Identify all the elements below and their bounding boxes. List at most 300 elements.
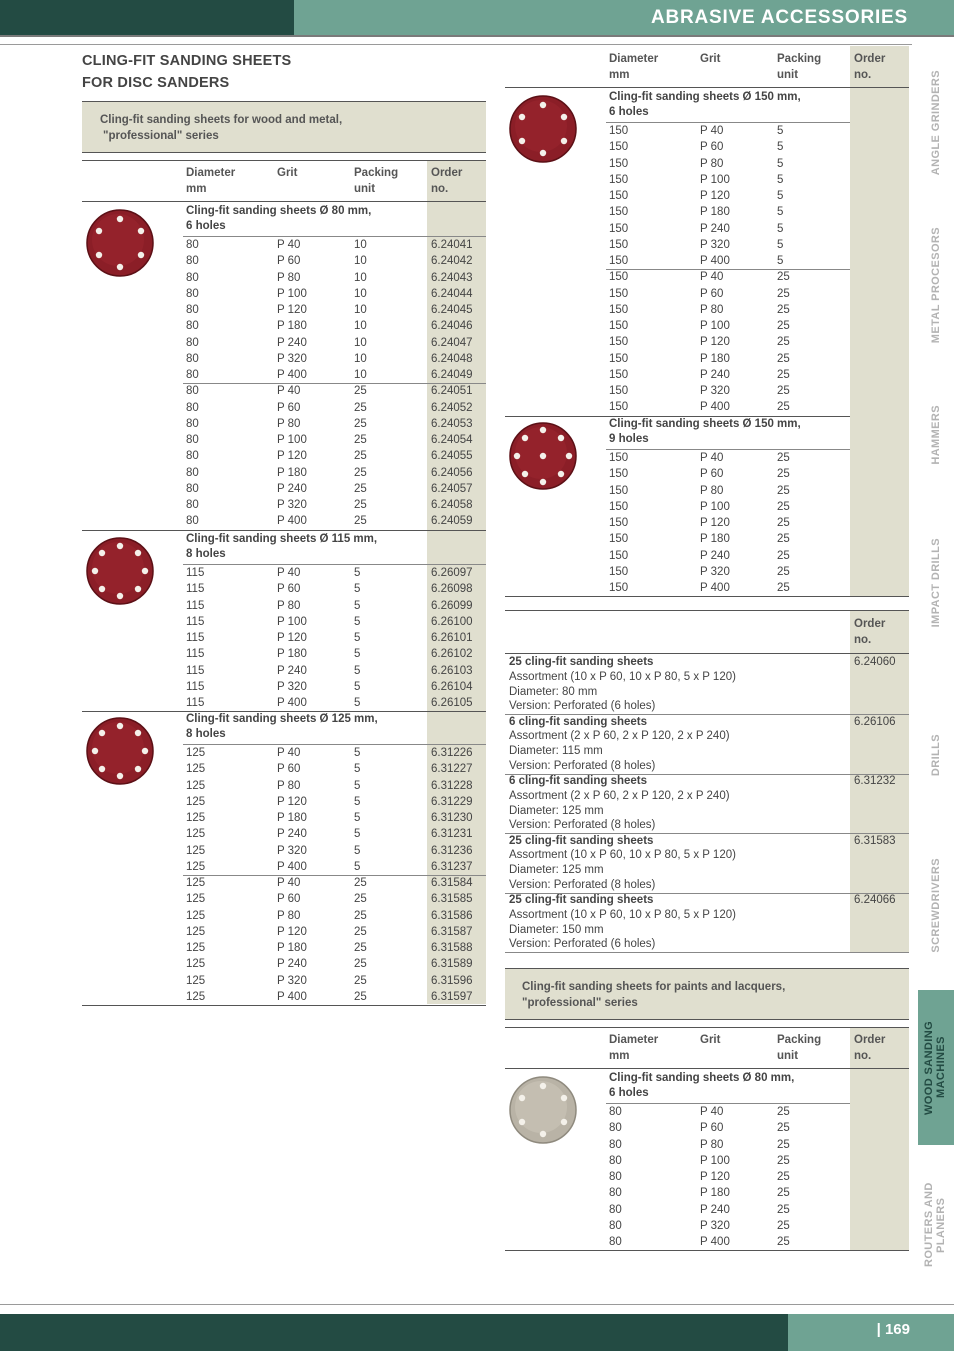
cell-diameter: 80 xyxy=(186,482,199,495)
header-text: no. xyxy=(854,634,872,646)
side-tab-drills[interactable] xyxy=(918,700,954,810)
cell-diameter: 150 xyxy=(609,206,629,219)
cell-diameter: 125 xyxy=(186,893,206,906)
cell-grit: P 120 xyxy=(277,632,307,644)
cell-grit: P 40 xyxy=(700,125,724,137)
cell-packing: 25 xyxy=(354,958,367,971)
cell-packing: 10 xyxy=(354,336,367,349)
series-line: Cling-fit sanding sheets for wood and metal, xyxy=(100,114,343,126)
cell-packing: 10 xyxy=(354,304,367,316)
cell-diameter: 125 xyxy=(186,844,206,857)
assortment-line2: Diameter: 125 mm xyxy=(509,804,604,817)
cell-diameter: 150 xyxy=(609,582,629,594)
group-title-line: 9 holes xyxy=(609,433,649,445)
cell-grit: P 240 xyxy=(277,958,307,971)
cell-diameter: 115 xyxy=(186,632,205,644)
cell-order-no: 6.31231 xyxy=(431,828,473,841)
table-row xyxy=(505,1234,909,1250)
cell-grit: P 80 xyxy=(277,909,301,922)
disc-hole xyxy=(117,723,123,729)
cell-packing: 5 xyxy=(777,206,784,219)
cell-packing: 25 xyxy=(777,303,790,316)
table-row xyxy=(82,989,486,1005)
cell-grit: P 240 xyxy=(700,1203,730,1216)
cell-packing: 5 xyxy=(354,779,361,792)
group-title xyxy=(609,90,801,120)
cell-order-no: 6.31597 xyxy=(431,990,473,1003)
order-column-bg xyxy=(850,46,909,596)
divider xyxy=(505,1068,909,1069)
cell-grit: P 60 xyxy=(700,468,724,481)
disc-hole xyxy=(135,550,141,556)
cell-order-no: 6.31227 xyxy=(431,763,473,776)
group-title xyxy=(609,417,801,447)
divider xyxy=(82,201,486,202)
cell-grit: P 320 xyxy=(277,680,307,693)
column-header-order xyxy=(854,51,885,83)
divider xyxy=(505,1250,909,1251)
cell-diameter: 80 xyxy=(609,1171,622,1183)
section-title xyxy=(82,50,291,94)
disc-hole xyxy=(138,228,144,234)
cell-diameter: 115 xyxy=(186,648,205,661)
cell-grit: P 80 xyxy=(277,599,301,612)
cell-diameter: 125 xyxy=(186,779,206,792)
assortment-line3: Version: Perforated (6 holes) xyxy=(509,700,656,713)
cell-packing: 5 xyxy=(354,583,361,596)
assortment-item xyxy=(509,715,909,774)
side-tab-impact-drills[interactable] xyxy=(918,500,954,665)
disc-hole xyxy=(117,543,123,549)
cell-packing: 5 xyxy=(777,190,784,202)
cell-diameter: 150 xyxy=(609,255,629,267)
cell-order-no: 6.24043 xyxy=(431,271,473,284)
table-row xyxy=(505,1153,909,1169)
table-row xyxy=(82,695,486,711)
table-row xyxy=(82,891,486,907)
cell-packing: 25 xyxy=(354,990,367,1003)
cell-packing: 10 xyxy=(354,352,367,365)
table-row xyxy=(82,826,486,842)
disc-hole xyxy=(519,114,525,120)
cell-packing: 25 xyxy=(777,1187,790,1200)
assortment-item xyxy=(509,655,909,714)
cell-packing: 5 xyxy=(354,599,361,612)
cell-packing: 25 xyxy=(777,549,790,562)
cell-diameter: 80 xyxy=(186,304,199,316)
cell-order-no: 6.26102 xyxy=(431,648,473,661)
cell-grit: P 120 xyxy=(277,450,307,463)
assortment-line3: Version: Perforated (6 holes) xyxy=(509,938,656,951)
cell-packing: 5 xyxy=(354,747,361,759)
cell-packing: 5 xyxy=(777,157,784,170)
table-row xyxy=(82,630,486,646)
cell-packing: 25 xyxy=(354,515,367,528)
table-row xyxy=(505,1202,909,1218)
cell-packing: 25 xyxy=(354,434,367,446)
cell-grit: P 180 xyxy=(700,352,730,365)
cell-grit: P 40 xyxy=(277,567,301,579)
side-tab-screwdrivers[interactable] xyxy=(918,830,954,980)
cell-grit: P 40 xyxy=(277,747,301,759)
cell-grit: P 400 xyxy=(277,990,307,1003)
cell-packing: 10 xyxy=(354,369,367,381)
group-title xyxy=(186,532,377,562)
cell-order-no: 6.26098 xyxy=(431,583,473,596)
table-row xyxy=(82,663,486,679)
cell-diameter: 125 xyxy=(186,828,206,841)
group-title xyxy=(186,712,378,742)
cell-packing: 5 xyxy=(777,125,784,137)
table-row xyxy=(82,794,486,810)
cell-grit: P 180 xyxy=(277,320,307,333)
cell-packing: 5 xyxy=(777,238,784,251)
cell-order-no: 6.26104 xyxy=(431,680,473,693)
cell-packing: 5 xyxy=(354,828,361,841)
cell-grit: P 60 xyxy=(700,141,724,154)
divider xyxy=(505,1027,909,1028)
cell-packing: 25 xyxy=(777,1219,790,1232)
cell-diameter: 115 xyxy=(186,583,205,596)
table-row xyxy=(82,302,486,318)
table-row xyxy=(505,204,909,220)
side-tab-label: HAMMERS xyxy=(930,405,942,465)
cell-diameter: 150 xyxy=(609,352,629,365)
cell-diameter: 125 xyxy=(186,860,206,873)
divider xyxy=(505,87,909,88)
assortment-line3: Version: Perforated (8 holes) xyxy=(509,819,656,832)
table-row xyxy=(82,859,486,875)
cell-diameter: 150 xyxy=(609,141,629,154)
cell-packing: 25 xyxy=(354,893,367,906)
cell-diameter: 115 xyxy=(186,697,205,709)
cell-order-no: 6.24054 xyxy=(431,434,473,446)
cell-diameter: 125 xyxy=(186,958,206,971)
header-text: unit xyxy=(777,1050,799,1062)
divider xyxy=(82,160,486,161)
cell-packing: 5 xyxy=(354,664,361,677)
cell-diameter: 125 xyxy=(186,909,206,922)
cell-packing: 5 xyxy=(354,615,361,628)
cell-packing: 25 xyxy=(354,385,367,398)
cell-diameter: 80 xyxy=(186,369,199,381)
cell-packing: 25 xyxy=(777,533,790,546)
side-tab-wood-sanding-machines[interactable] xyxy=(918,990,954,1145)
table-row xyxy=(82,237,486,253)
cell-packing: 25 xyxy=(777,1171,790,1183)
cell-packing: 25 xyxy=(777,500,790,513)
bottom-bar-light xyxy=(788,1314,954,1351)
side-tab-label: METAL PROCESORS xyxy=(930,226,942,344)
section-title-line: CLING-FIT SANDING SHEETS xyxy=(82,53,292,69)
cell-grit: P 100 xyxy=(277,434,307,446)
disc-hole xyxy=(117,216,123,222)
cell-grit: P 40 xyxy=(277,385,301,398)
cell-diameter: 150 xyxy=(609,484,629,497)
cell-order-no: 6.31230 xyxy=(431,812,473,824)
table-row xyxy=(82,908,486,924)
divider xyxy=(505,596,909,597)
table-row xyxy=(505,237,909,253)
cell-packing: 5 xyxy=(354,812,361,824)
disc-hole xyxy=(561,1095,567,1101)
cell-grit: P 400 xyxy=(700,582,730,594)
group-title xyxy=(186,204,371,234)
cell-order-no: 6.24049 xyxy=(431,369,473,381)
cell-packing: 5 xyxy=(354,567,361,579)
cell-diameter: 150 xyxy=(609,157,629,170)
side-tab-metal-procesors[interactable] xyxy=(918,200,954,370)
series-line: Cling-fit sanding sheets for paints and lacquers, xyxy=(522,981,786,993)
cell-packing: 25 xyxy=(777,484,790,497)
cell-grit: P 100 xyxy=(700,1154,730,1167)
header-text: Diameter xyxy=(186,167,236,179)
table-row xyxy=(82,513,486,529)
cell-packing: 25 xyxy=(777,1106,790,1118)
cell-packing: 25 xyxy=(354,877,367,889)
bottom-bar-dark xyxy=(0,1314,788,1351)
header-text: Diameter xyxy=(609,1034,659,1046)
cell-diameter: 80 xyxy=(186,466,199,479)
table-row xyxy=(82,956,486,972)
cell-grit: P 400 xyxy=(700,1236,730,1248)
disc-hole xyxy=(540,427,546,433)
cell-diameter: 125 xyxy=(186,747,206,759)
cell-order-no: 6.26100 xyxy=(431,615,473,628)
cell-grit: P 60 xyxy=(277,583,301,596)
cell-diameter: 150 xyxy=(609,303,629,316)
column-header-packing xyxy=(354,165,398,197)
table-row xyxy=(505,123,909,139)
cell-grit: P 60 xyxy=(700,1122,724,1135)
cell-grit: P 240 xyxy=(277,482,307,495)
cell-packing: 25 xyxy=(777,1122,790,1135)
cell-packing: 10 xyxy=(354,320,367,333)
table-row xyxy=(82,400,486,416)
column-header-grit xyxy=(700,1032,720,1048)
cell-diameter: 80 xyxy=(186,320,199,333)
series-line: "professional" series xyxy=(522,997,638,1009)
cell-grit: P 40 xyxy=(700,452,724,464)
cell-grit: P 240 xyxy=(277,664,307,677)
table-row xyxy=(505,515,909,531)
assortment-item xyxy=(509,893,909,952)
table-row xyxy=(82,367,486,383)
cell-grit: P 40 xyxy=(700,1106,724,1118)
table-row xyxy=(82,778,486,794)
cell-grit: P 180 xyxy=(277,812,307,824)
header-text: no. xyxy=(854,1050,872,1062)
cell-grit: P 80 xyxy=(277,779,301,792)
cell-grit: P 40 xyxy=(277,877,301,889)
table-row xyxy=(505,564,909,580)
table-row xyxy=(505,172,909,188)
group-title-line: 6 holes xyxy=(609,106,649,118)
disc-hole xyxy=(519,1095,525,1101)
cell-diameter: 150 xyxy=(609,468,629,481)
cell-diameter: 80 xyxy=(609,1187,622,1200)
table-row xyxy=(82,973,486,989)
column-header-order xyxy=(854,616,885,648)
cell-diameter: 80 xyxy=(186,434,199,446)
assortment-line1: Assortment (10 x P 60, 10 x P 80, 5 x P 120) xyxy=(509,849,736,862)
cell-diameter: 150 xyxy=(609,533,629,546)
cell-order-no: 6.26103 xyxy=(431,664,473,677)
group-title-line: Cling-fit sanding sheets Ø 115 mm, xyxy=(186,533,378,545)
header-text: Order xyxy=(854,1034,886,1046)
cell-order-no: 6.31596 xyxy=(431,974,473,987)
page-title: ABRASIVE ACCESSORIES xyxy=(650,7,908,28)
table-row xyxy=(82,810,486,826)
cell-grit: P 320 xyxy=(700,565,730,578)
cell-order-no: 6.31229 xyxy=(431,795,473,808)
side-tab-label: DRILLS xyxy=(930,733,942,777)
cell-diameter: 150 xyxy=(609,517,629,529)
cell-packing: 25 xyxy=(777,517,790,529)
cell-grit: P 100 xyxy=(700,320,730,332)
cell-packing: 5 xyxy=(354,795,361,808)
side-tab-angle-grinders[interactable] xyxy=(918,48,954,198)
cell-grit: P 60 xyxy=(277,763,301,776)
table-row xyxy=(505,253,909,269)
assortment-order-no: 6.26106 xyxy=(854,715,896,728)
column-header-grit xyxy=(700,51,720,67)
divider xyxy=(82,530,486,531)
header-text: unit xyxy=(354,183,376,195)
group-title xyxy=(609,1071,794,1101)
assortment-line2: Diameter: 125 mm xyxy=(509,864,604,877)
table-row xyxy=(505,483,909,499)
column-header-diameter xyxy=(186,165,235,197)
cell-packing: 5 xyxy=(354,860,361,873)
table-row xyxy=(82,581,486,597)
cell-diameter: 125 xyxy=(186,763,206,776)
cell-diameter: 80 xyxy=(186,239,199,251)
header-text: Grit xyxy=(700,1034,721,1046)
cell-packing: 25 xyxy=(354,401,367,414)
side-tab-routers-and-planers[interactable] xyxy=(918,1160,954,1290)
cell-grit: P 40 xyxy=(700,271,724,284)
cell-order-no: 6.26105 xyxy=(431,697,473,709)
table-row xyxy=(82,679,486,695)
assortment-order-no: 6.24060 xyxy=(854,656,896,668)
table-row xyxy=(82,646,486,662)
divider xyxy=(505,952,909,953)
table-row xyxy=(82,745,486,761)
cell-order-no: 6.31587 xyxy=(431,925,473,938)
header-text: Diameter xyxy=(609,53,659,65)
assortment-line2: Diameter: 115 mm xyxy=(509,745,603,758)
table-row xyxy=(505,302,909,318)
cell-grit: P 240 xyxy=(700,549,730,562)
side-tab-label: SCREWDRIVERS xyxy=(930,857,942,953)
header-text: unit xyxy=(777,69,799,81)
cell-diameter: 150 xyxy=(609,452,629,464)
cell-diameter: 150 xyxy=(609,500,629,513)
table-row xyxy=(82,497,486,513)
cell-order-no: 6.24042 xyxy=(431,255,473,268)
cell-packing: 25 xyxy=(354,466,367,479)
cell-diameter: 150 xyxy=(609,401,629,414)
table-row xyxy=(505,1218,909,1234)
cell-diameter: 125 xyxy=(186,942,206,954)
table-row xyxy=(505,1169,909,1185)
cell-grit: P 320 xyxy=(277,844,307,857)
table-row xyxy=(505,499,909,515)
cell-packing: 25 xyxy=(777,287,790,300)
cell-diameter: 80 xyxy=(186,352,199,365)
cell-order-no: 6.31589 xyxy=(431,958,473,971)
disc-hole xyxy=(540,1083,546,1089)
table-row xyxy=(82,465,486,481)
table-row xyxy=(82,270,486,286)
cell-order-no: 6.24055 xyxy=(431,450,473,463)
side-tab-label: WOOD SANDING MACHINES xyxy=(923,1020,947,1115)
cell-diameter: 80 xyxy=(186,271,199,284)
header-text: Packing xyxy=(777,1034,822,1046)
cell-packing: 5 xyxy=(777,255,784,267)
side-tab-hammers[interactable] xyxy=(918,375,954,495)
cell-grit: P 60 xyxy=(277,401,301,414)
page-number: | 169 xyxy=(876,1321,910,1338)
cell-packing: 25 xyxy=(354,974,367,987)
assortment-line1: Assortment (2 x P 60, 2 x P 120, 2 x P 240) xyxy=(509,730,730,743)
cell-grit: P 180 xyxy=(700,1187,730,1200)
assortment-title: 6 cling-fit sanding sheets xyxy=(509,775,648,787)
disc-hole xyxy=(99,550,105,556)
header-text: mm xyxy=(609,69,630,81)
table-row xyxy=(505,367,909,383)
cell-diameter: 150 xyxy=(609,271,629,284)
cell-diameter: 80 xyxy=(186,515,199,528)
cell-grit: P 120 xyxy=(700,517,730,529)
table-row xyxy=(82,416,486,432)
cell-packing: 25 xyxy=(354,925,367,938)
cell-grit: P 120 xyxy=(700,336,730,349)
header-text: no. xyxy=(854,69,872,81)
cell-grit: P 240 xyxy=(700,222,730,235)
table-row xyxy=(82,924,486,940)
cell-order-no: 6.31237 xyxy=(431,860,473,873)
cell-grit: P 40 xyxy=(277,239,301,251)
cell-order-no: 6.24057 xyxy=(431,482,473,495)
cell-diameter: 150 xyxy=(609,125,629,137)
cell-diameter: 125 xyxy=(186,812,206,824)
divider xyxy=(0,44,912,45)
assortment-line3: Version: Perforated (8 holes) xyxy=(509,878,656,891)
cell-order-no: 6.31226 xyxy=(431,747,473,759)
cell-diameter: 150 xyxy=(609,368,629,381)
header-text: Order xyxy=(431,167,463,179)
cell-order-no: 6.24058 xyxy=(431,499,473,511)
assortment-title: 6 cling-fit sanding sheets xyxy=(509,715,648,728)
cell-diameter: 80 xyxy=(609,1203,622,1216)
table-row xyxy=(505,1120,909,1136)
cell-diameter: 150 xyxy=(609,287,629,300)
cell-grit: P 400 xyxy=(277,697,307,709)
header-text: Order xyxy=(854,53,886,65)
table-row xyxy=(505,269,909,285)
cell-order-no: 6.31588 xyxy=(431,942,473,954)
cell-diameter: 150 xyxy=(609,238,629,251)
disc-hole xyxy=(561,114,567,120)
table-row xyxy=(505,334,909,350)
column-header-order xyxy=(431,165,462,197)
cell-order-no: 6.24044 xyxy=(431,287,473,300)
cell-packing: 25 xyxy=(777,352,790,365)
cell-grit: P 100 xyxy=(277,615,307,628)
disc-hole xyxy=(558,435,564,441)
